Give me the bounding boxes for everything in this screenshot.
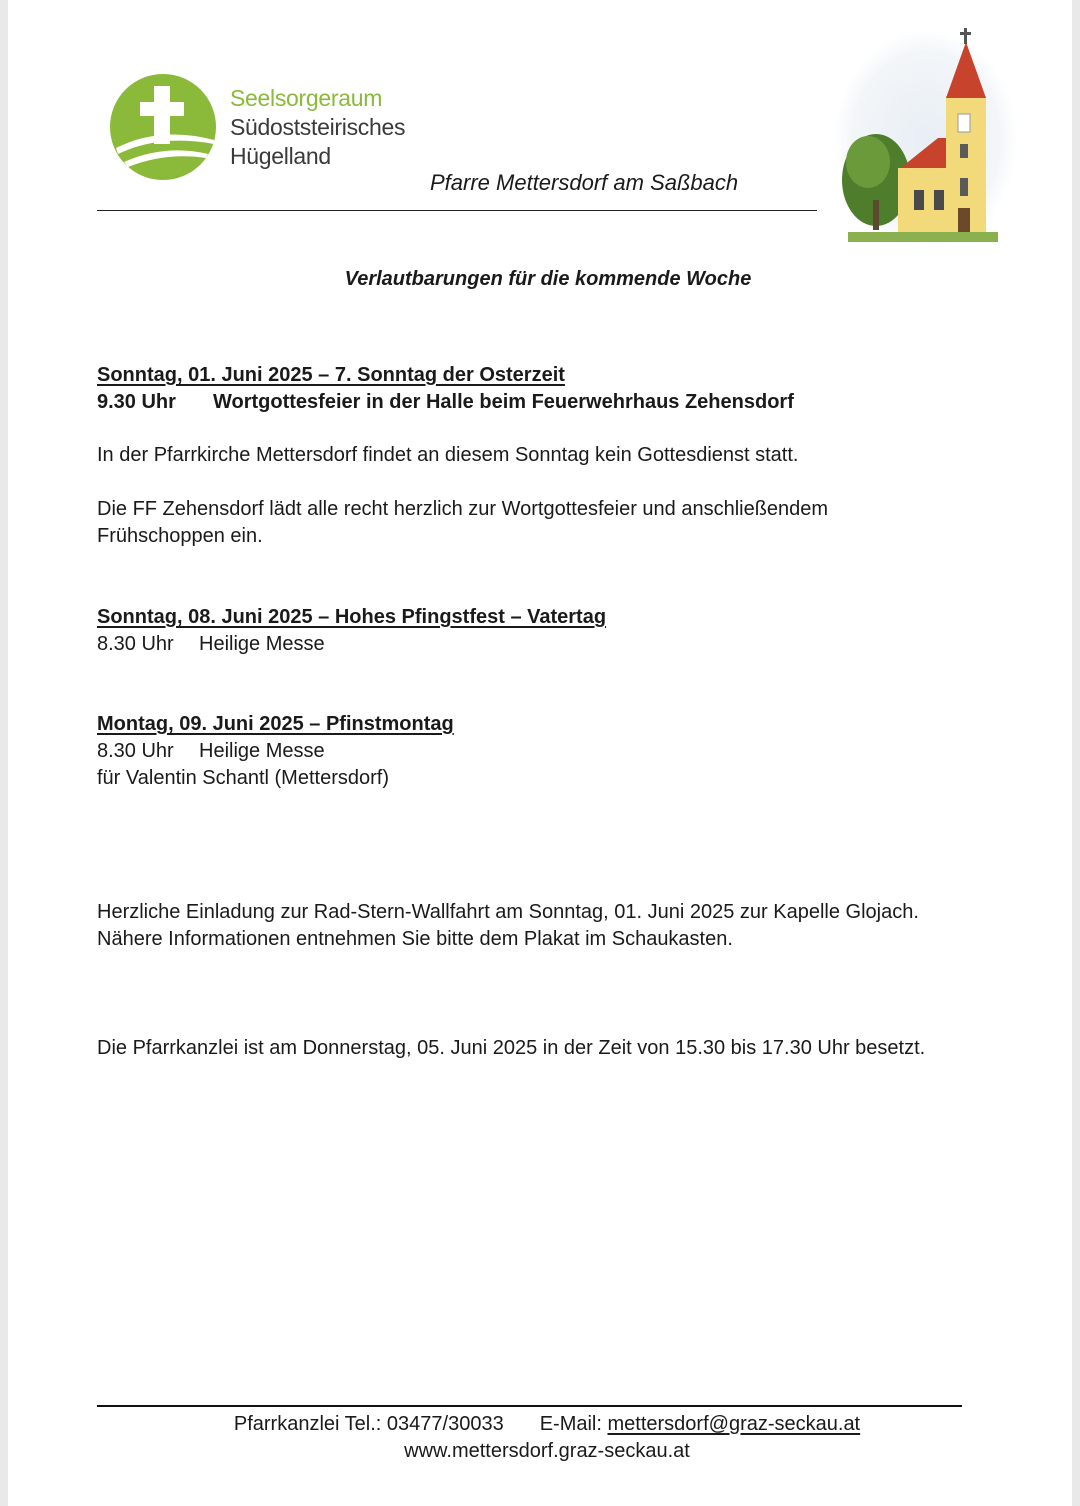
logo-line-3: Hügelland [230, 143, 331, 169]
office-hours: Die Pfarrkanzlei ist am Donnerstag, 05. Juni 2025 in der Zeit von 15.30 bis 17.30 Uhr besetzt. [97, 1037, 926, 1059]
church-picture [828, 20, 1018, 250]
section-3-heading: Montag, 09. Juni 2025 – Pfinstmontag [97, 713, 454, 735]
section-1-time: 9.30 Uhr [97, 391, 176, 413]
section-3-event: Heilige Messe [199, 740, 325, 762]
section-2-event: Heilige Messe [199, 633, 325, 655]
section-2-heading: Sonntag, 08. Juni 2025 – Hohes Pfingstfest – Vatertag [97, 606, 607, 628]
section-1-heading: Sonntag, 01. Juni 2025 – 7. Sonntag der Osterzeit [97, 364, 565, 386]
footer-divider [97, 1405, 962, 1407]
section-2-schedule [97, 631, 325, 658]
header-divider [97, 210, 817, 211]
section-3-schedule [97, 738, 325, 765]
invitation-line-1: Herzliche Einladung zur Rad-Stern-Wallfahrt am Sonntag, 01. Juni 2025 zur Kapelle Glojach. [97, 901, 919, 923]
section-2-time: 8.30 Uhr [97, 633, 174, 655]
logo-line-1: Seelsorgeraum [230, 85, 383, 111]
section-1-event: Wortgottesfeier in der Halle beim Feuerwehrhaus Zehensdorf [213, 391, 794, 413]
parish-name: Pfarre Mettersdorf am Saßbach [430, 170, 739, 195]
logo-wordmark [230, 84, 405, 171]
invitation-line-2: Nähere Informationen entnehmen Sie bitte dem Plakat im Schaukasten. [97, 928, 733, 950]
footer-email-link[interactable]: mettersdorf@graz-seckau.at [607, 1413, 861, 1435]
seelsorgeraum-logo-icon [110, 74, 216, 180]
section-1-paragraph-1: In der Pfarrkirche Mettersdorf findet an diesem Sonntag kein Gottesdienst statt. [97, 444, 799, 466]
footer-website[interactable]: www.mettersdorf.graz-seckau.at [404, 1440, 690, 1462]
footer-phone: Pfarrkanzlei Tel.: 03477/30033 [233, 1413, 504, 1435]
section-1-paragraph-2-line-1: Die FF Zehensdorf lädt alle recht herzlich zur Wortgottesfeier und anschließendem [97, 498, 829, 520]
document-title: Verlautbarungen für die kommende Woche [344, 268, 752, 290]
section-3-note: für Valentin Schantl (Mettersdorf) [97, 767, 389, 789]
logo-line-2: Südoststeirisches [230, 114, 406, 140]
section-1-paragraph-2-line-2: Frühschoppen ein. [97, 525, 263, 547]
footer-email-label: E-Mail: [539, 1413, 602, 1435]
section-3-time: 8.30 Uhr [97, 740, 174, 762]
footer-contact [97, 1411, 997, 1438]
section-1-schedule [97, 389, 794, 416]
document-page [8, 0, 1072, 1506]
